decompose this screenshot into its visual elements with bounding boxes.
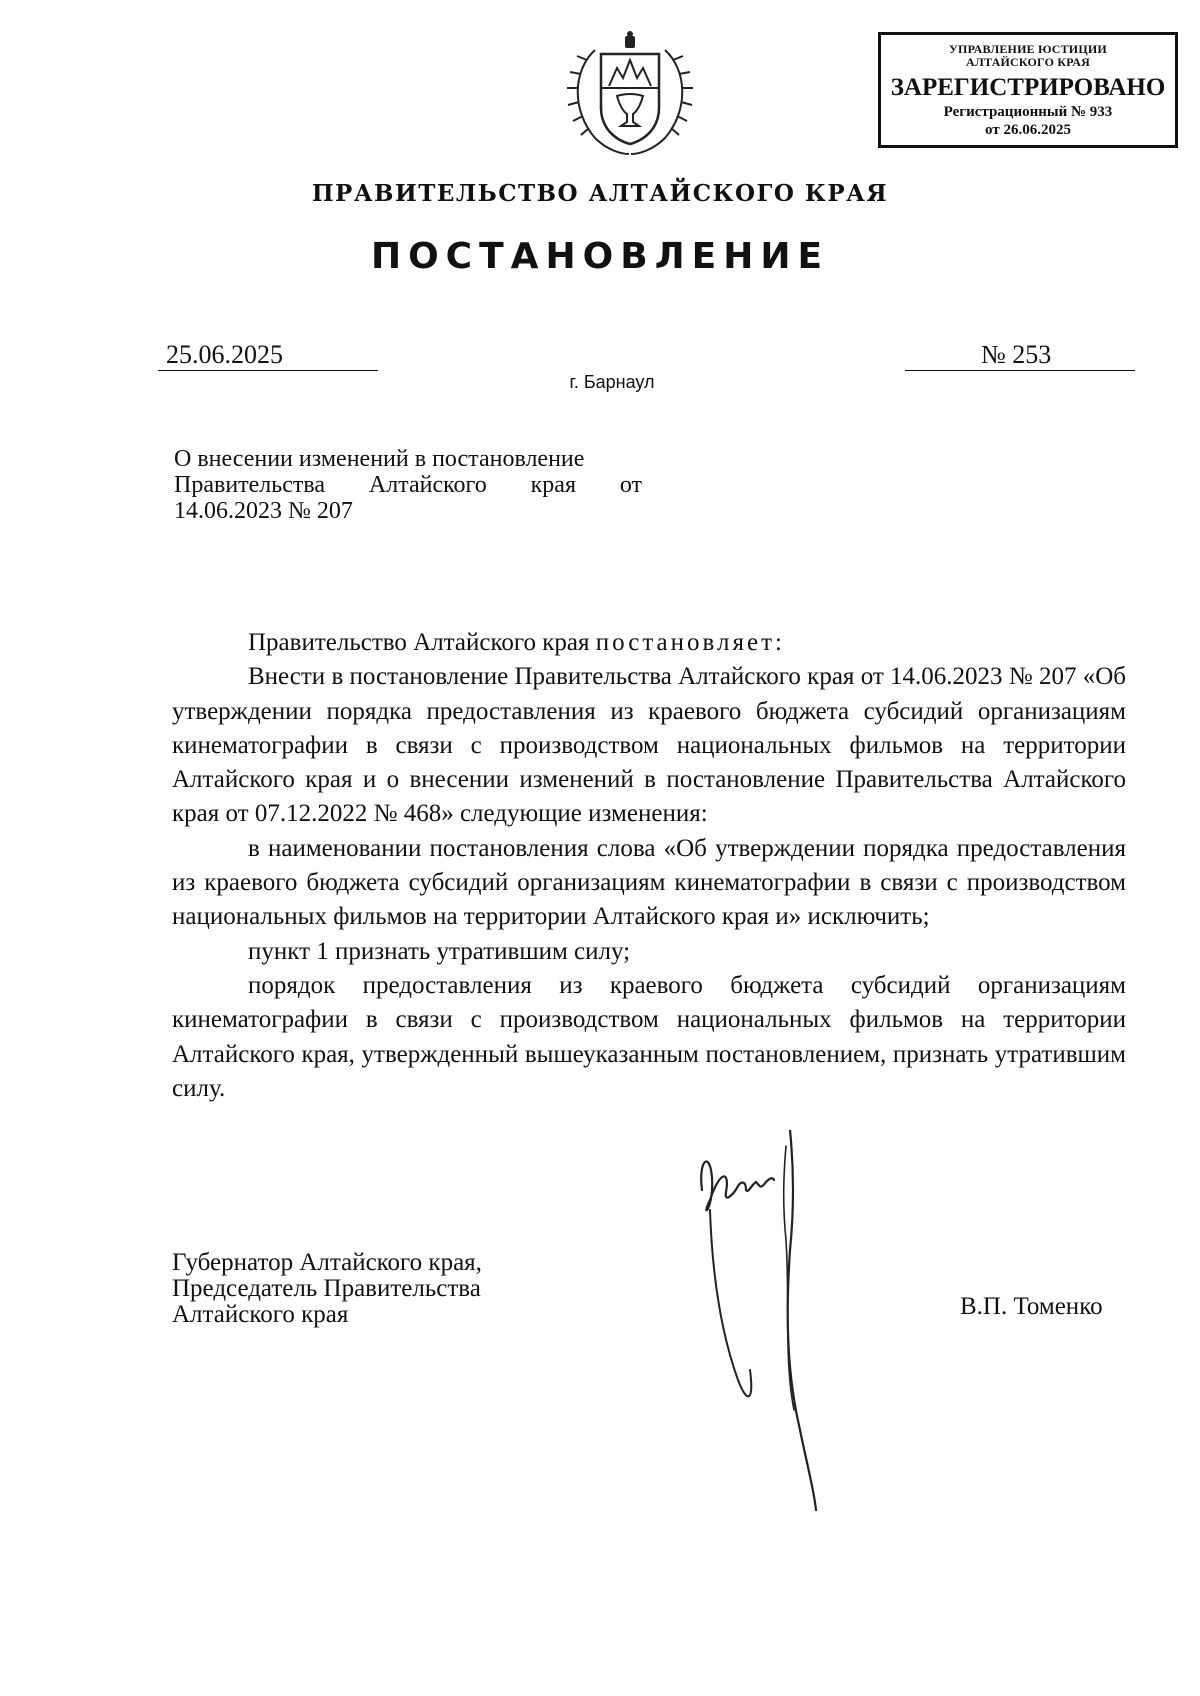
signer-position-line: Губернатор Алтайского края, [172, 1249, 482, 1276]
document-body [172, 626, 1126, 1106]
altai-krai-coat-of-arms-icon [555, 30, 705, 162]
stamp-org-line2: АЛТАЙСКОГО КРАЯ [966, 55, 1090, 69]
document-number: № 253 [905, 340, 1135, 371]
stamp-status: ЗАРЕГИСТРИРОВАНО [890, 74, 1166, 101]
government-title: ПРАВИТЕЛЬСТВО АЛТАЙСКОГО КРАЯ [311, 180, 889, 207]
document-date: 25.06.2025 [158, 340, 378, 371]
stamp-org-line1: УПРАВЛЕНИЕ ЮСТИЦИИ [949, 42, 1107, 56]
document-city: г. Барнаул [569, 372, 655, 392]
intro-text: Правительство Алтайского края [248, 629, 596, 656]
signer-position [172, 1250, 592, 1328]
body-paragraph: пункт 1 признать утратившим силу; [248, 937, 631, 965]
body-paragraph: Внести в постановление Правительства Алтайского края от 14.06.2023 № 207 «Об утверждении порядка предоставления из краевого бюджета субсидий организациям кинематографии в связи с производством национальных фильмов на территории Алтайского края и о внесении изменений в постановление Правительства Алтайского края от 07.12.2022 № 468» следующие изменения: [172, 663, 1126, 828]
stamp-reg-date: от 26.06.2025 [985, 122, 1071, 138]
document-subject [174, 446, 642, 524]
document-type: ПОСТАНОВЛЕНИЕ [370, 236, 830, 277]
subject-line: Правительства Алтайского края от [174, 472, 642, 498]
subject-line: О внесении изменений в постановление [174, 446, 585, 472]
body-paragraph: в наименовании постановления слова «Об утверждении порядка предоставления из краевого бюджета субсидий организациям кинематографии в связи с производством национальных фильмов на территории Алтайского края и» исключить; [172, 834, 1126, 931]
signer-position-line: Председатель Правительства [172, 1275, 481, 1302]
subject-line: 14.06.2023 № 207 [174, 498, 353, 524]
signer-name: В.П. Томенко [960, 1293, 1103, 1320]
body-intro [172, 626, 1126, 660]
handwritten-signature-icon [690, 1130, 870, 1530]
stamp-reg-number: Регистрационный № 933 [943, 104, 1113, 120]
intro-decree-word: постановляет: [595, 629, 785, 656]
body-paragraph: порядок предоставления из краевого бюджета субсидий организациям кинематографии в связи с производством национальных фильмов на территории Алтайского края, утвержденный вышеуказанным постановлением, признать утратившим силу. [172, 971, 1126, 1102]
registration-stamp [878, 32, 1178, 148]
signer-position-line: Алтайского края [172, 1301, 349, 1328]
